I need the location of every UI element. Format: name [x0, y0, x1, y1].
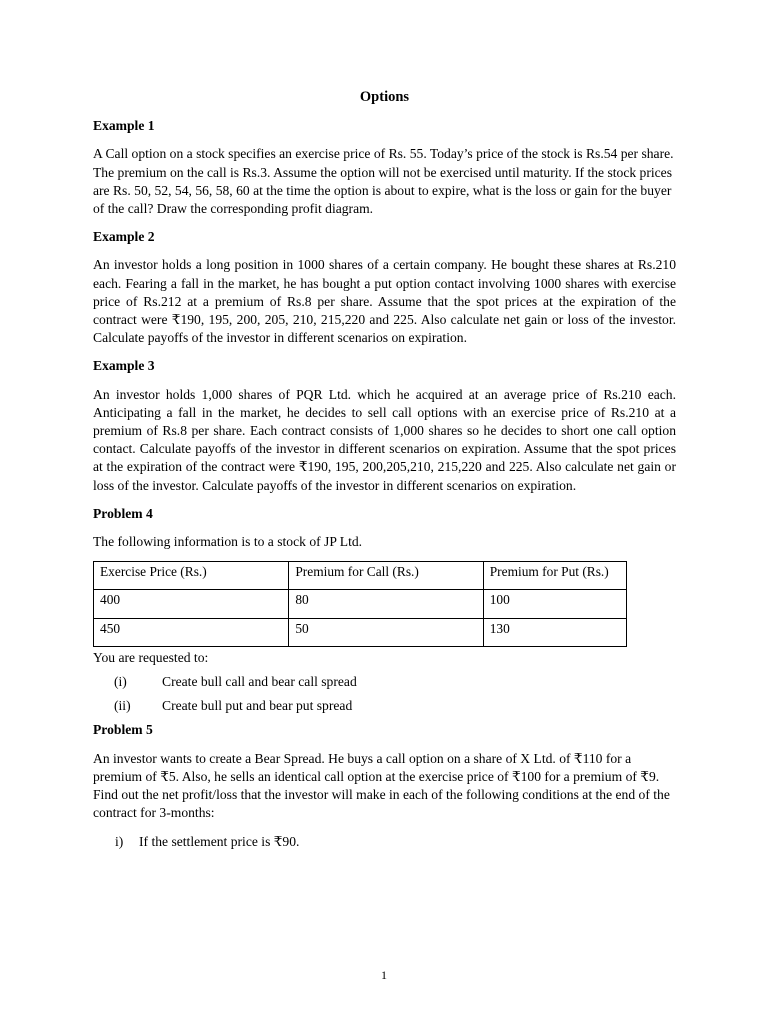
table-row	[94, 618, 627, 646]
problem-4-intro: The following information is to a stock of JP Ltd.	[93, 534, 363, 550]
table-cell: 450	[94, 618, 289, 646]
problem-4-heading: Problem 4	[93, 505, 153, 521]
table-cell: 400	[94, 590, 289, 618]
list-item-number: (i)	[114, 674, 127, 690]
problem-4-request: You are requested to:	[93, 649, 209, 665]
table-cell: 130	[483, 618, 626, 646]
example-2-text: An investor holds a long position in 1000 shares of a certain company. He bought these shares at Rs.210 each. Fearing a fall in the market, he has bought a put option contact involving 1000 shares with exercise price of Rs.212 at a premium of Rs.8 per share. Assume that the spot prices at the expiration of the contract were ₹190, 195, 200, 205, 210, 215,220 and 225. Also calculate net gain or loss of the investor. Calculate payoffs of the investor in different scenarios on expiration.	[93, 257, 676, 346]
table-cell: 80	[289, 590, 483, 618]
table-header-cell: Exercise Price (Rs.)	[94, 562, 289, 590]
table-header-cell: Premium for Put (Rs.)	[483, 562, 626, 590]
list-item-number: i)	[115, 833, 124, 849]
problem-5-text: An investor wants to create a Bear Spread. He buys a call option on a share of X Ltd. of ₹110 for a premium of ₹5. Also, he sells an identical call option at the exercise price of ₹100 for a premium of ₹9. Find out the net profit/loss that the investor will make in each of the following conditions at the end of the contract for 3-months:	[93, 750, 670, 821]
list-item	[93, 673, 676, 691]
table-cell: 100	[483, 590, 626, 618]
list-item-text: Create bull call and bear call spread	[162, 674, 357, 690]
example-1-text: A Call option on a stock specifies an exercise price of Rs. 55. Today’s price of the stock is Rs.54 per share. The premium on the call is Rs.3. Assume the option will not be exercised until maturity. If the stock prices are Rs. 50, 52, 54, 56, 58, 60 at the time the option is about to expire, what is the loss or gain for the buyer of the call? Draw the corresponding profit diagram.	[93, 146, 674, 217]
table-header-row	[94, 562, 627, 590]
list-item	[93, 697, 676, 715]
page-title: Options	[359, 89, 410, 105]
table-row	[94, 590, 627, 618]
page-number: 1	[381, 968, 387, 982]
list-item-text: Create bull put and bear put spread	[162, 698, 353, 714]
table-header-cell: Premium for Call (Rs.)	[289, 562, 483, 590]
problem-5-heading: Problem 5	[93, 722, 153, 738]
example-3-text: An investor holds 1,000 shares of PQR Ltd. which he acquired at an average price of Rs.210 each. Anticipating a fall in the market, he decides to sell call options with an exercise price of Rs.210 at a premium of Rs.8 per share. Each contract consists of 1,000 shares so he decides to short one call option contact. Calculate payoffs of the investor in different scenarios on expiration. Assume that the spot prices at the expiration of the contract were ₹190, 195, 200,205,210, 215,220 and 225. Also calculate net gain or loss of the investor. Calculate payoffs of the investor in different scenarios on expiration.	[93, 386, 676, 493]
list-item	[93, 833, 676, 851]
options-premium-table	[93, 561, 627, 647]
table-cell: 50	[289, 618, 483, 646]
example-1-heading: Example 1	[93, 118, 155, 134]
example-2-heading: Example 2	[93, 229, 155, 245]
document-body	[93, 88, 676, 851]
example-3-heading: Example 3	[93, 358, 155, 374]
list-item-number: (ii)	[114, 698, 131, 714]
list-item-text: If the settlement price is ₹90.	[139, 833, 300, 849]
